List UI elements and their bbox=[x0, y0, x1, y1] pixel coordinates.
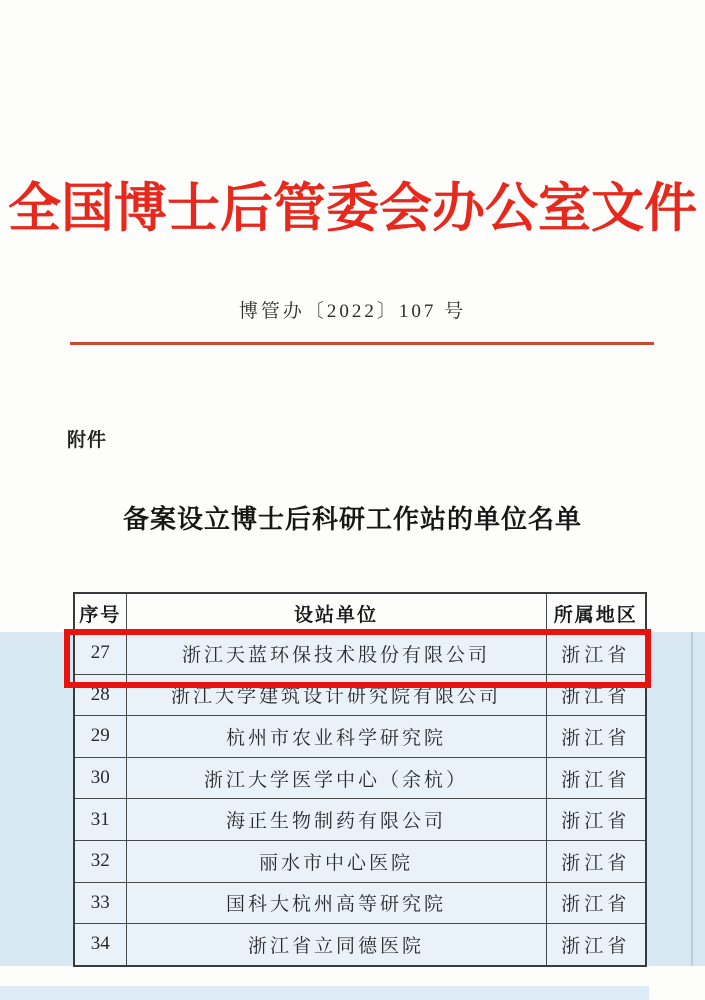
col-header-region: 所属地区 bbox=[546, 593, 646, 633]
table-row-28 bbox=[74, 674, 646, 716]
table-title: 备案设立博士后科研工作站的单位名单 bbox=[122, 505, 582, 534]
unit-cell: 海正生物制药有限公司 bbox=[126, 799, 546, 841]
attachment-label: 附件 bbox=[67, 430, 108, 451]
row-number-cell: 32 bbox=[74, 840, 126, 882]
unit-cell: 丽水市中心医院 bbox=[126, 840, 546, 882]
region-cell: 浙江省 bbox=[546, 757, 646, 799]
table-header-row bbox=[74, 593, 646, 633]
unit-cell: 浙江大学建筑设计研究院有限公司 bbox=[126, 674, 546, 716]
row-number-cell: 34 bbox=[74, 924, 126, 966]
red-divider-rule bbox=[70, 342, 654, 345]
unit-cell: 国科大杭州高等研究院 bbox=[126, 882, 546, 924]
document-number: 博管办〔2022〕107 号 bbox=[238, 301, 467, 322]
table-row-31 bbox=[74, 799, 646, 841]
unit-cell: 浙江天蓝环保技术股份有限公司 bbox=[126, 633, 546, 675]
table-row-32 bbox=[74, 840, 646, 882]
table-row-27 bbox=[74, 633, 646, 675]
document-header-title: 全国博士后管委会办公室文件 bbox=[8, 180, 697, 238]
scan-tint-bottom-strip bbox=[0, 986, 649, 1000]
row-number-cell: 30 bbox=[74, 757, 126, 799]
region-cell: 浙江省 bbox=[546, 840, 646, 882]
col-header-unit: 设站单位 bbox=[126, 593, 546, 633]
unit-cell: 浙江省立同德医院 bbox=[126, 924, 546, 966]
table-row-34 bbox=[74, 924, 646, 966]
table-row-29 bbox=[74, 716, 646, 758]
unit-cell: 杭州市农业科学研究院 bbox=[126, 716, 546, 758]
units-table bbox=[73, 592, 647, 967]
region-cell: 浙江省 bbox=[546, 716, 646, 758]
region-cell: 浙江省 bbox=[546, 799, 646, 841]
unit-cell: 浙江大学医学中心（余杭） bbox=[126, 757, 546, 799]
region-cell: 浙江省 bbox=[546, 674, 646, 716]
table-row-33 bbox=[74, 882, 646, 924]
region-cell: 浙江省 bbox=[546, 882, 646, 924]
scan-edge-shadow bbox=[691, 632, 693, 966]
row-number-cell: 28 bbox=[74, 674, 126, 716]
row-number-cell: 29 bbox=[74, 716, 126, 758]
table-row-30 bbox=[74, 757, 646, 799]
row-number-cell: 33 bbox=[74, 882, 126, 924]
region-cell: 浙江省 bbox=[546, 633, 646, 675]
region-cell: 浙江省 bbox=[546, 924, 646, 966]
col-header-no: 序号 bbox=[74, 593, 126, 633]
row-number-cell: 27 bbox=[74, 633, 126, 675]
row-number-cell: 31 bbox=[74, 799, 126, 841]
